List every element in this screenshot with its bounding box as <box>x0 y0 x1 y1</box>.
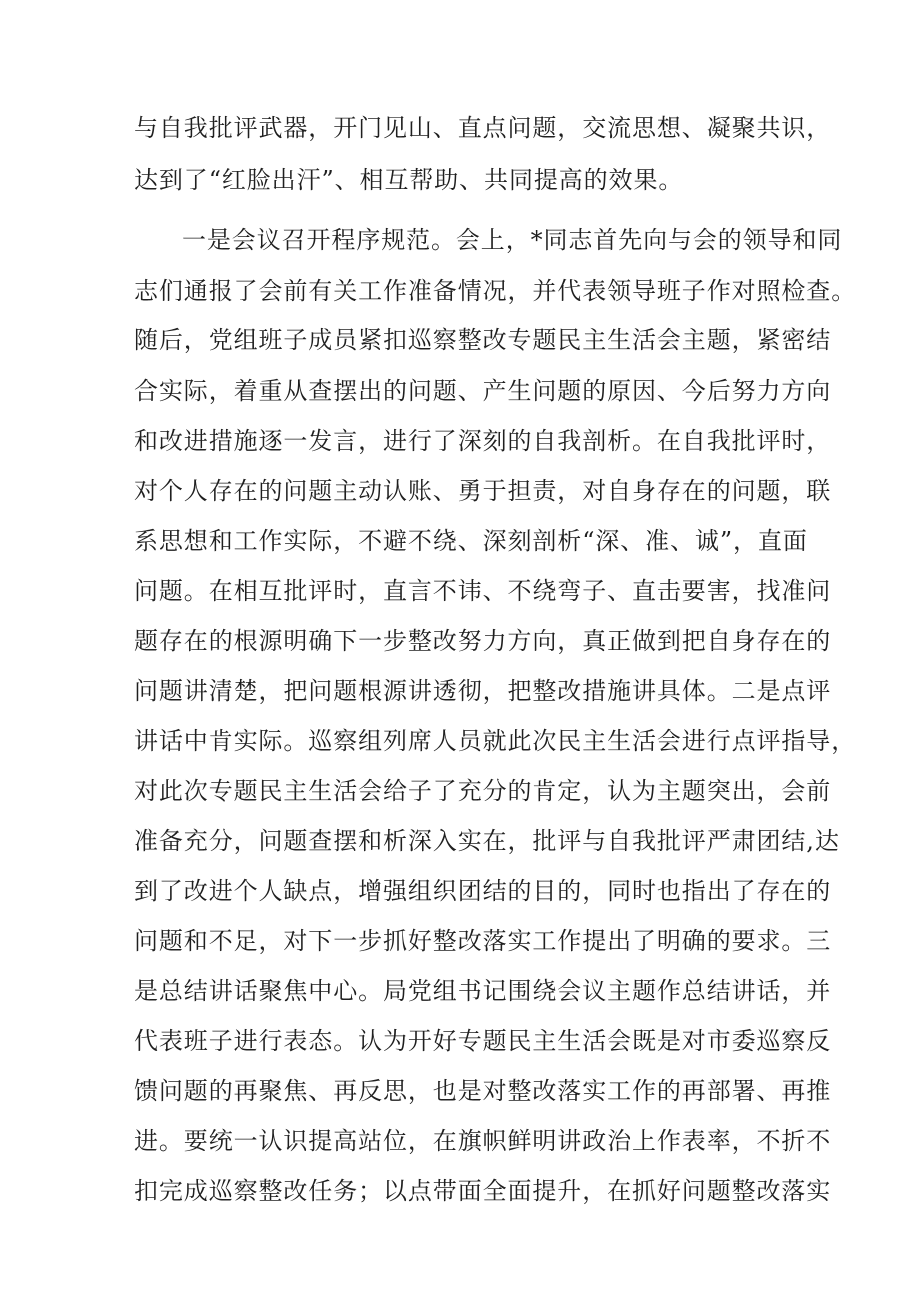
text-line-13: 讲话中肯实际。巡察组列席人员就此次民主生活会进行点评指导， <box>134 727 857 755</box>
text-line-21: 进。要统一认识提高站位，在旗帜鲜明讲政治上作表率，不折不 <box>134 1127 832 1155</box>
text-line-20: 馈问题的再聚焦、再反思，也是对整改落实工作的再部署、再推 <box>134 1077 832 1105</box>
text-line-15: 准备充分，问题查摆和析深入实在，批评与自我批评严肃团结,达 <box>134 827 840 855</box>
text-line-2: 达到了“红脸出汗”、相互帮助、共同提高的效果。 <box>134 166 684 194</box>
text-line-11: 题存在的根源明确下一步整改努力方向，真正做到把自身存在的 <box>134 627 832 655</box>
text-line-16: 到了改进个人缺点，增强组织团结的目的，同时也指出了存在的 <box>134 877 832 905</box>
text-line-8: 对个人存在的问题主动认账、勇于担责，对自身存在的问题，联 <box>134 477 832 505</box>
text-line-19: 代表班子进行表态。认为开好专题民主生活会既是对市委巡察反 <box>134 1027 832 1055</box>
paragraph-start-line: 一是会议召开程序规范。会上，*同志首先向与会的领导和同 <box>182 226 843 254</box>
text-line-12: 问题讲清楚，把问题根源讲透彻，把整改措施讲具体。二是点评 <box>134 677 832 705</box>
text-line-14: 对此次专题民主生活会给子了充分的肯定，认为主题突出，会前 <box>134 777 832 805</box>
text-line-5: 随后，党组班子成员紧扣巡察整改专题民主生活会主题，紧密结 <box>134 326 832 354</box>
text-line-22: 扣完成巡察整改任务；以点带面全面提升，在抓好问题整改落实 <box>134 1177 832 1205</box>
text-line-9: 系思想和工作实际，不避不绕、深刻剖析“深、准、诚”，直面 <box>134 527 808 555</box>
text-line-10: 问题。在相互批评时，直言不讳、不绕弯子、直击要害，找准问 <box>134 577 832 605</box>
text-line-7: 和改进措施逐一发言，进行了深刻的自我剖析。在自我批评时， <box>134 427 832 455</box>
text-line-17: 问题和不足，对下一步抓好整改落实工作提出了明确的要求。三 <box>134 927 832 955</box>
text-line-4: 志们通报了会前有关工作准备情况，并代表领导班子作对照检查。 <box>134 277 857 305</box>
text-line-1: 与自我批评武器，开门见山、直点问题，交流思想、凝聚共识， <box>134 114 832 142</box>
text-line-6: 合实际，着重从查摆出的问题、产生问题的原因、今后努力方向 <box>134 377 832 405</box>
text-line-18: 是总结讲话聚焦中心。局党组书记围绕会议主题作总结讲话，并 <box>134 977 832 1005</box>
